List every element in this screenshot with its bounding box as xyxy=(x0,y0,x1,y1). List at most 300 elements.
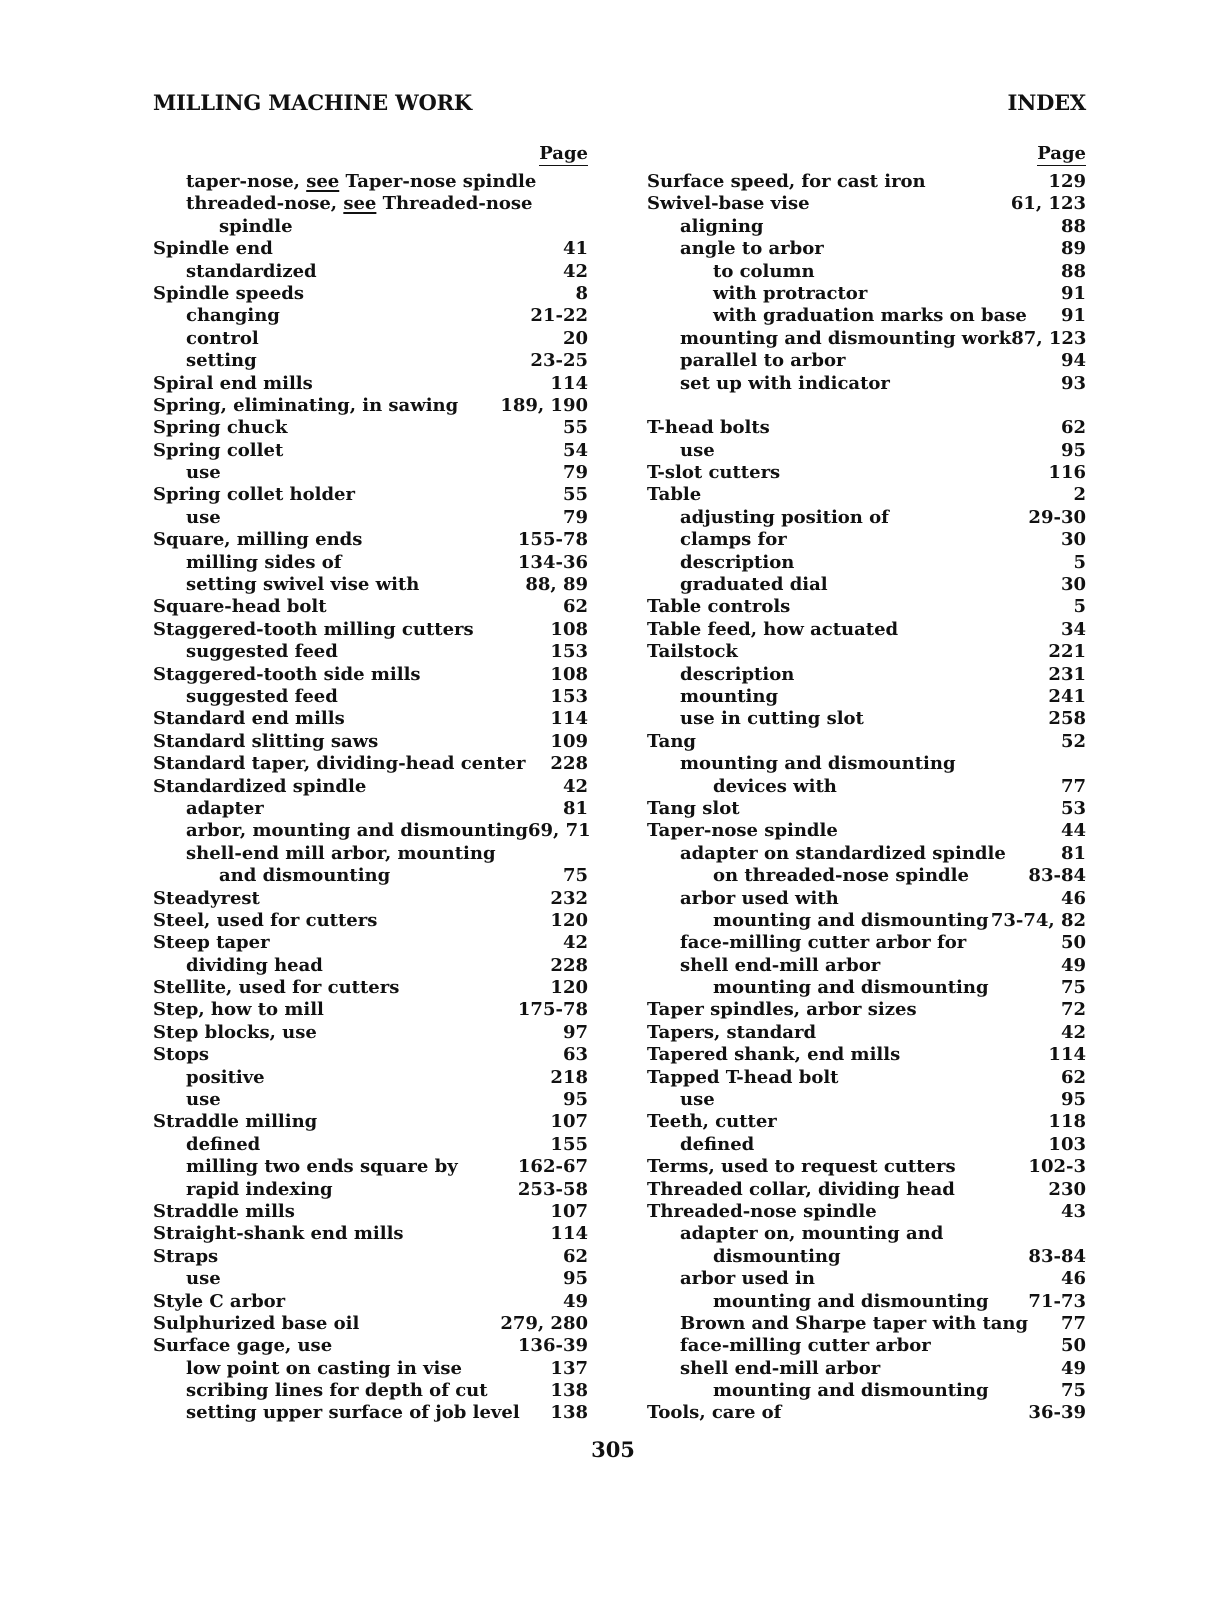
index-page-ref: 95 xyxy=(1060,1089,1086,1111)
index-term: standardized xyxy=(186,260,317,282)
index-page-ref: 42 xyxy=(562,932,588,954)
running-head-title: MILLING MACHINE WORK xyxy=(153,90,472,115)
index-term: mounting and dismounting xyxy=(713,1290,989,1312)
index-gap xyxy=(647,395,1086,417)
index-page-ref: 50 xyxy=(1060,1335,1086,1357)
index-entry xyxy=(153,1156,588,1178)
index-term: Square-head bolt xyxy=(153,596,327,618)
index-term: face-milling cutter arbor for xyxy=(680,932,967,954)
index-entry xyxy=(647,776,1086,798)
index-page-ref: 20 xyxy=(562,327,588,349)
cross-reference-target: Taper-nose spindle xyxy=(345,171,537,192)
index-page-ref: 5 xyxy=(1073,551,1086,573)
index-page-ref: 79 xyxy=(562,462,588,484)
index-term: use xyxy=(680,1089,715,1111)
index-term: Taper-nose spindle xyxy=(647,820,838,842)
index-page-ref: 34 xyxy=(1060,618,1086,640)
index-page-ref: 228 xyxy=(550,753,588,775)
index-term: Table controls xyxy=(647,596,791,618)
index-page-ref: 153 xyxy=(550,685,588,707)
index-page-ref: 49 xyxy=(1060,1357,1086,1379)
index-entry xyxy=(647,1089,1086,1111)
index-term: rapid indexing xyxy=(186,1178,333,1200)
index-term: Swivel-base vise xyxy=(647,193,810,215)
index-term: milling two ends square by xyxy=(186,1156,458,1178)
index-entry xyxy=(153,619,588,641)
index-term: Step, how to mill xyxy=(153,999,324,1021)
index-term: with protractor xyxy=(713,282,868,304)
index-entry xyxy=(647,462,1086,484)
index-page-ref: 230 xyxy=(1048,1178,1086,1200)
index-entry xyxy=(153,977,588,999)
index-page-ref: 108 xyxy=(550,663,588,685)
index-term: Spiral end mills xyxy=(153,372,313,394)
index-entry xyxy=(647,1291,1086,1313)
index-entry xyxy=(153,350,588,372)
index-term: Threaded-nose spindle xyxy=(647,1200,877,1222)
index-page-ref: 95 xyxy=(1060,439,1086,461)
index-page-ref: 83-84 xyxy=(1028,1245,1086,1267)
index-page-ref: 29-30 xyxy=(1028,506,1086,528)
index-entry xyxy=(153,955,588,977)
index-entry xyxy=(647,1156,1086,1178)
index-term: Steadyrest xyxy=(153,887,260,909)
index-page-ref: 93 xyxy=(1060,372,1086,394)
index-term: Spring collet xyxy=(153,439,284,461)
index-term: face-milling cutter arbor xyxy=(680,1335,931,1357)
index-term: and dismounting xyxy=(219,865,391,887)
index-entry xyxy=(647,641,1086,663)
index-page-ref: 49 xyxy=(562,1290,588,1312)
index-entry xyxy=(153,193,588,215)
index-page-ref: 62 xyxy=(1060,417,1086,439)
index-page-ref: 62 xyxy=(562,1245,588,1267)
index-term: mounting and dismounting work xyxy=(680,327,1012,349)
index-term: setting xyxy=(186,350,257,372)
index-page-ref: 218 xyxy=(550,1066,588,1088)
index-page-ref: 77 xyxy=(1060,1312,1086,1334)
index-term: milling sides of xyxy=(186,551,342,573)
index-page-ref: 30 xyxy=(1060,574,1086,596)
index-term: Stops xyxy=(153,1044,210,1066)
index-term-text: threaded-nose, xyxy=(186,193,338,215)
index-page-ref: 46 xyxy=(1060,887,1086,909)
index-entry xyxy=(647,1201,1086,1223)
index-term: Tailstock xyxy=(647,641,738,663)
index-page-ref: 97 xyxy=(562,1021,588,1043)
index-term: devices with xyxy=(713,775,837,797)
index-column-right xyxy=(647,143,1086,1425)
index-term: changing xyxy=(186,305,280,327)
index-page-ref: 73-74, 82 xyxy=(990,909,1086,931)
index-page-ref: 75 xyxy=(1060,1380,1086,1402)
index-term: to column xyxy=(713,260,815,282)
index-page-ref: 95 xyxy=(562,1268,588,1290)
index-entry xyxy=(647,1179,1086,1201)
index-page-ref: 46 xyxy=(1060,1268,1086,1290)
index-entry xyxy=(153,999,588,1021)
index-page-ref: 114 xyxy=(550,372,588,394)
index-entry xyxy=(647,305,1086,327)
index-entry xyxy=(647,1067,1086,1089)
index-page-ref: 95 xyxy=(562,1089,588,1111)
index-entry xyxy=(647,574,1086,596)
index-page-ref: 153 xyxy=(550,641,588,663)
index-entry xyxy=(153,1291,588,1313)
index-entry xyxy=(647,1313,1086,1335)
index-entry xyxy=(153,731,588,753)
index-term: dismounting xyxy=(713,1245,841,1267)
index-entry xyxy=(153,574,588,596)
index-term: control xyxy=(186,327,259,349)
see-reference: see xyxy=(306,171,340,192)
index-entry xyxy=(153,238,588,260)
index-term: Tapered shank, end mills xyxy=(647,1044,901,1066)
index-entry xyxy=(647,1022,1086,1044)
index-entry xyxy=(647,507,1086,529)
index-entry xyxy=(153,507,588,529)
index-page-ref: 36-39 xyxy=(1028,1402,1086,1424)
index-entry xyxy=(647,999,1086,1021)
index-page-ref: 62 xyxy=(1060,1066,1086,1088)
index-page-ref: 138 xyxy=(550,1402,588,1424)
index-page-ref: 8 xyxy=(575,282,588,304)
index-page-ref: 52 xyxy=(1060,730,1086,752)
index-entry xyxy=(153,1246,588,1268)
index-page-ref: 62 xyxy=(562,596,588,618)
index-page-ref: 107 xyxy=(550,1200,588,1222)
index-entry xyxy=(647,731,1086,753)
index-page-ref: 75 xyxy=(562,865,588,887)
index-term: low point on casting in vise xyxy=(186,1357,462,1379)
index-entry xyxy=(153,708,588,730)
index-entry xyxy=(647,529,1086,551)
index-entry xyxy=(153,373,588,395)
index-entry xyxy=(153,1179,588,1201)
index-term: Spring, eliminating, in sawing xyxy=(153,394,459,416)
index-term: Tapped T-head bolt xyxy=(647,1066,839,1088)
index-page-ref: 61, 123 xyxy=(1010,193,1086,215)
index-entry xyxy=(647,708,1086,730)
index-page-ref: 108 xyxy=(550,618,588,640)
index-page-ref: 134-36 xyxy=(517,551,588,573)
index-term: use xyxy=(680,439,715,461)
index-page-ref: 231 xyxy=(1048,663,1086,685)
index-entry xyxy=(647,888,1086,910)
index-entry xyxy=(647,865,1086,887)
index-page-ref: 79 xyxy=(562,506,588,528)
index-page-ref: 103 xyxy=(1048,1133,1086,1155)
index-page-ref: 42 xyxy=(1060,1021,1086,1043)
page-column-heading: Page xyxy=(539,143,588,164)
index-entry xyxy=(647,932,1086,954)
index-entry xyxy=(647,619,1086,641)
index-entry xyxy=(153,776,588,798)
index-page-ref: 69, 71 xyxy=(527,820,591,842)
index-term: suggested feed xyxy=(186,641,338,663)
index-entry xyxy=(153,417,588,439)
index-entry xyxy=(647,1380,1086,1402)
index-page-ref: 114 xyxy=(1048,1044,1086,1066)
index-entry xyxy=(153,552,588,574)
index-entry xyxy=(647,1134,1086,1156)
index-term: Tools, care of xyxy=(647,1402,782,1424)
index-page-ref: 50 xyxy=(1060,932,1086,954)
index-entry xyxy=(647,440,1086,462)
index-term: mounting and dismounting xyxy=(713,1380,989,1402)
index-page-ref: 279, 280 xyxy=(500,1312,588,1334)
index-term: arbor used in xyxy=(680,1268,815,1290)
index-term: shell-end mill arbor, mounting xyxy=(186,842,496,864)
index-entry xyxy=(153,462,588,484)
index-page-ref: 55 xyxy=(562,484,588,506)
index-term: adapter on, mounting and xyxy=(680,1223,944,1245)
index-term: description xyxy=(680,663,795,685)
index-term: graduated dial xyxy=(680,574,828,596)
index-term: Tang xyxy=(647,730,697,752)
index-entry xyxy=(153,1089,588,1111)
index-entry xyxy=(647,238,1086,260)
index-page-ref: 88 xyxy=(1060,260,1086,282)
index-page-ref: 87, 123 xyxy=(1011,327,1087,349)
index-term: use xyxy=(186,1268,221,1290)
index-page-ref: 89 xyxy=(1060,238,1086,260)
index-page-ref: 41 xyxy=(562,238,588,260)
index-term: angle to arbor xyxy=(680,238,824,260)
index-entry xyxy=(153,686,588,708)
index-term-text: taper-nose, xyxy=(186,171,300,192)
index-page-ref: 63 xyxy=(562,1044,588,1066)
index-entry xyxy=(647,686,1086,708)
index-page-ref: 75 xyxy=(1060,977,1086,999)
index-entry xyxy=(647,820,1086,842)
index-term: Square, milling ends xyxy=(153,529,363,551)
index-term: on threaded-nose spindle xyxy=(713,865,969,887)
index-entry xyxy=(153,529,588,551)
index-entry xyxy=(647,1223,1086,1245)
index-page-ref: 129 xyxy=(1048,171,1086,192)
index-term: Surface gage, use xyxy=(153,1335,333,1357)
index-entry xyxy=(647,171,1086,193)
index-entry xyxy=(647,843,1086,865)
index-entry xyxy=(153,1067,588,1089)
index-entry xyxy=(647,261,1086,283)
index-entry xyxy=(153,1044,588,1066)
index-page-ref: 42 xyxy=(562,260,588,282)
index-page-ref: 253-58 xyxy=(517,1178,588,1200)
index-entry xyxy=(647,1044,1086,1066)
index-page-ref: 23-25 xyxy=(530,350,588,372)
index-term: adjusting position of xyxy=(680,506,889,528)
index-entry xyxy=(647,328,1086,350)
index-entry xyxy=(153,1201,588,1223)
index-term: T-head bolts xyxy=(647,417,770,439)
index-term: Teeth, cutter xyxy=(647,1111,777,1133)
index-entry xyxy=(153,1402,588,1424)
index-page-ref: 102-3 xyxy=(1028,1156,1086,1178)
cross-reference-target: Threaded-nose xyxy=(382,193,533,215)
index-term: use xyxy=(186,462,221,484)
index-page-ref: 91 xyxy=(1060,305,1086,327)
index-term: setting upper surface of job level xyxy=(186,1402,520,1424)
index-term: scribing lines for depth of cut xyxy=(186,1380,488,1402)
index-entry xyxy=(153,798,588,820)
index-page-ref: 189, 190 xyxy=(500,394,588,416)
index-entry-list xyxy=(153,171,591,1425)
index-page-ref: 2 xyxy=(1073,484,1086,506)
index-entry xyxy=(647,1111,1086,1133)
index-term: shell end-mill arbor xyxy=(680,954,881,976)
index-entry xyxy=(153,1358,588,1380)
index-term: clamps for xyxy=(680,529,787,551)
index-entry xyxy=(647,216,1086,238)
index-entry xyxy=(153,1380,588,1402)
index-term: Threaded collar, dividing head xyxy=(647,1178,955,1200)
index-entry xyxy=(153,843,588,865)
index-term: aligning xyxy=(680,215,764,237)
index-entry xyxy=(647,1358,1086,1380)
index-page-ref: 118 xyxy=(1048,1111,1086,1133)
index-entry xyxy=(153,261,588,283)
index-term: Step blocks, use xyxy=(153,1021,317,1043)
index-page-ref: 107 xyxy=(550,1111,588,1133)
index-page-ref: 94 xyxy=(1060,350,1086,372)
index-term: defined xyxy=(186,1133,261,1155)
index-column-left xyxy=(153,143,591,1425)
index-entry xyxy=(647,955,1086,977)
index-entry xyxy=(647,1268,1086,1290)
index-page-ref: 49 xyxy=(1060,954,1086,976)
index-entry xyxy=(153,440,588,462)
index-entry xyxy=(153,1223,588,1245)
index-term: Terms, used to request cutters xyxy=(647,1156,956,1178)
index-term: Straps xyxy=(153,1245,219,1267)
index-entry xyxy=(153,932,588,954)
index-page-ref: 232 xyxy=(550,887,588,909)
index-term: Tapers, standard xyxy=(647,1021,817,1043)
index-term: Tang slot xyxy=(647,797,740,819)
index-term: shell end-mill arbor xyxy=(680,1357,881,1379)
index-page-ref: 53 xyxy=(1060,797,1086,819)
index-term: defined xyxy=(680,1133,755,1155)
index-term: Standard slitting saws xyxy=(153,730,379,752)
index-term: Spindle speeds xyxy=(153,282,304,304)
index-page-ref: 42 xyxy=(562,775,588,797)
index-term: Staggered-tooth milling cutters xyxy=(153,618,474,640)
index-term xyxy=(153,193,533,215)
index-page-ref: 137 xyxy=(550,1357,588,1379)
index-term: use xyxy=(186,506,221,528)
index-term: Standardized spindle xyxy=(153,775,367,797)
index-term: use xyxy=(186,1089,221,1111)
index-term xyxy=(153,171,536,193)
index-term: with graduation marks on base xyxy=(713,305,1027,327)
index-entry xyxy=(153,865,588,887)
index-term: Spindle end xyxy=(153,238,273,260)
index-term: spindle xyxy=(219,215,293,237)
running-head-section: INDEX xyxy=(1007,90,1086,115)
index-entry xyxy=(153,305,588,327)
index-entry xyxy=(153,1022,588,1044)
index-term: set up with indicator xyxy=(680,372,890,394)
index-page-ref: 43 xyxy=(1060,1200,1086,1222)
index-page-ref: 83-84 xyxy=(1028,865,1086,887)
index-term: Standard taper, dividing-head center xyxy=(153,753,526,775)
index-entry xyxy=(153,171,588,193)
index-entry xyxy=(153,1111,588,1133)
index-entry xyxy=(153,753,588,775)
index-page-ref: 81 xyxy=(1060,842,1086,864)
index-page-ref: 258 xyxy=(1048,708,1086,730)
index-entry xyxy=(647,1335,1086,1357)
index-entry xyxy=(647,283,1086,305)
index-term: adapter xyxy=(186,797,264,819)
index-term: setting swivel vise with xyxy=(186,574,420,596)
index-page-ref: 155-78 xyxy=(517,529,588,551)
index-term: Steel, used for cutters xyxy=(153,909,378,931)
index-entry xyxy=(153,283,588,305)
index-term: Staggered-tooth side mills xyxy=(153,663,421,685)
index-entry xyxy=(647,664,1086,686)
index-term: suggested feed xyxy=(186,685,338,707)
index-term: arbor, mounting and dismounting xyxy=(186,820,528,842)
index-page-ref: 5 xyxy=(1073,596,1086,618)
index-entry xyxy=(647,373,1086,395)
index-term: Steep taper xyxy=(153,932,270,954)
index-term: use in cutting slot xyxy=(680,708,864,730)
index-entry xyxy=(647,552,1086,574)
index-entry xyxy=(153,1335,588,1357)
index-entry xyxy=(647,484,1086,506)
index-term: description xyxy=(680,551,795,573)
index-entry xyxy=(647,193,1086,215)
index-term: adapter on standardized spindle xyxy=(680,842,1006,864)
index-term: Spring chuck xyxy=(153,417,288,439)
see-reference: see xyxy=(343,193,377,215)
index-page-ref: 72 xyxy=(1060,999,1086,1021)
index-entry xyxy=(647,910,1086,932)
index-entry xyxy=(647,350,1086,372)
index-term: Straddle milling xyxy=(153,1111,318,1133)
index-page-ref: 54 xyxy=(562,439,588,461)
index-entry xyxy=(647,1402,1086,1424)
index-term: arbor used with xyxy=(680,887,839,909)
index-term: mounting and dismounting xyxy=(680,753,956,775)
index-page-ref: 114 xyxy=(550,708,588,730)
index-entry xyxy=(153,820,591,842)
index-page-ref: 175-78 xyxy=(517,999,588,1021)
index-term: Standard end mills xyxy=(153,708,345,730)
index-page-ref: 109 xyxy=(550,730,588,752)
index-entry xyxy=(647,1246,1086,1268)
index-entry xyxy=(647,798,1086,820)
index-page-ref: 30 xyxy=(1060,529,1086,551)
index-page-ref: 88 xyxy=(1060,215,1086,237)
index-page-ref: 120 xyxy=(550,977,588,999)
index-page-ref: 114 xyxy=(550,1223,588,1245)
index-page-ref: 120 xyxy=(550,909,588,931)
index-term: Straight-shank end mills xyxy=(153,1223,404,1245)
index-page-ref: 162-67 xyxy=(517,1156,588,1178)
index-page-ref: 116 xyxy=(1048,462,1086,484)
index-page-ref: 21-22 xyxy=(530,305,588,327)
index-term: dividing head xyxy=(186,954,323,976)
index-page-ref: 88, 89 xyxy=(525,574,588,596)
index-entry xyxy=(647,417,1086,439)
index-entry xyxy=(153,216,588,238)
index-term: Table xyxy=(647,484,702,506)
index-page-ref: 228 xyxy=(550,954,588,976)
